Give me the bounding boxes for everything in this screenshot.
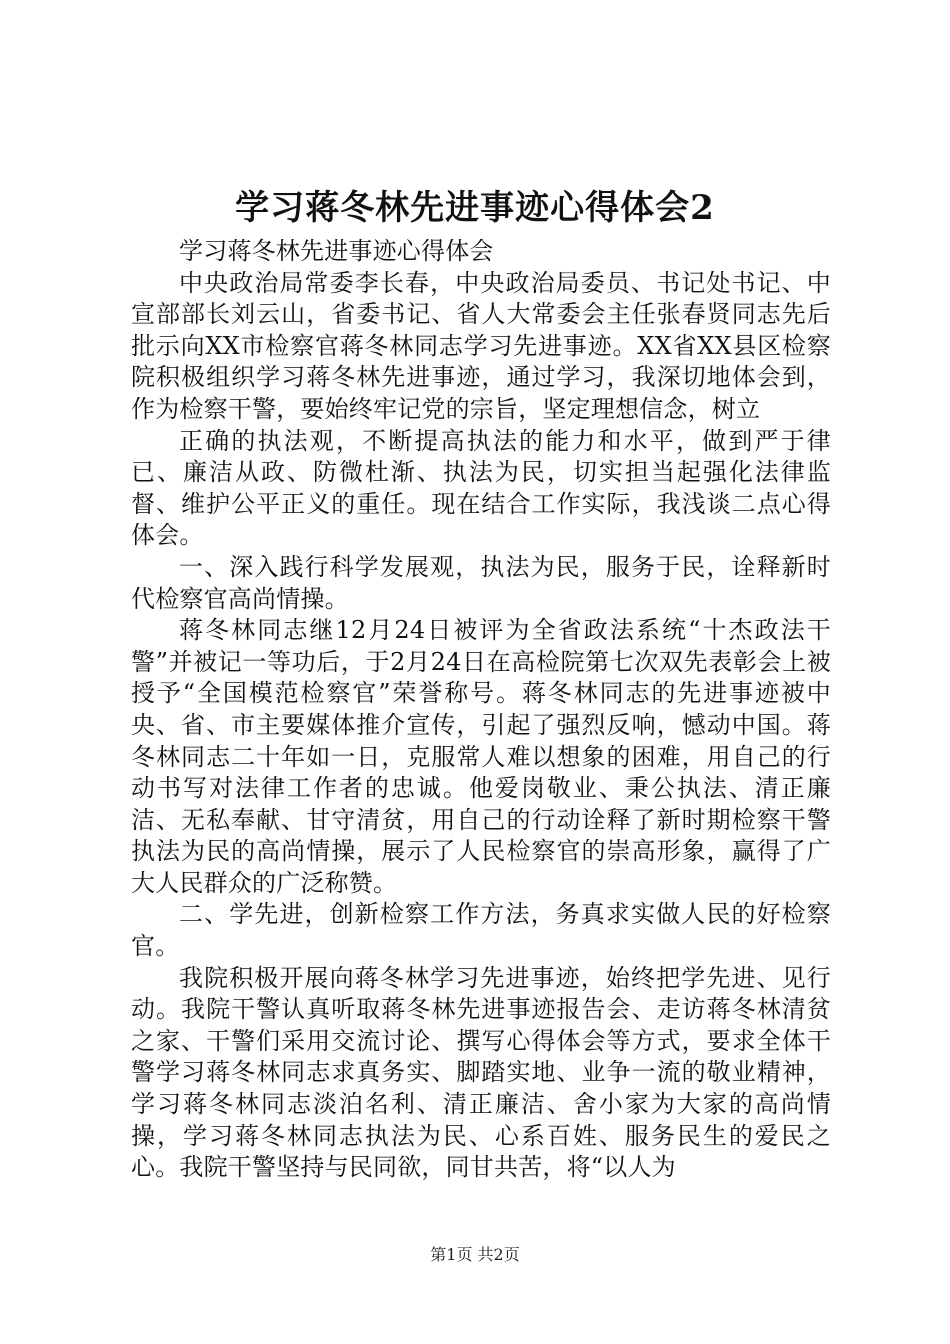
- paragraph: 我院积极开展向蒋冬林学习先进事迹，始终把学先进、见行动。我院干警认真听取蒋冬林先进事迹报告会、走访蒋冬林清贫之家、干警们采用交流讨论、撰写心得体会等方式，要求全体干警学习蒋冬林同志求真务实、脚踏实地、业争一流的敬业精神，学习蒋冬林同志淡泊名利、清正廉洁、舍小家为大家的高尚情操，学习蒋冬林同志执法为民、心系百姓、服务民生的爱民之心。我院干警坚持与民同欲，同甘共苦，将“以人为: [131, 963, 831, 1182]
- document-title: 学习蒋冬林先进事迹心得体会2: [235, 188, 715, 228]
- page-number: 第1页 共2页: [430, 1245, 520, 1264]
- paragraph: 正确的执法观，不断提高执法的能力和水平，做到严于律已、廉洁从政、防微杜渐、执法为民，切实担当起强化法律监督、维护公平正义的重任。现在结合工作实际，我浅谈二点心得体会。: [131, 426, 831, 550]
- section-heading: 二、学先进，创新检察工作方法，务真求实做人民的好检察官。: [131, 900, 831, 961]
- paragraph: 蒋冬林同志继12月24日被评为全省政法系统“十杰政法干警”并被记一等功后，于2月24日在高检院第七次双先表彰会上被授予“全国模范检察官”荣誉称号。蒋冬林同志的先进事迹被中央、省、市主要媒体推介宣传，引起了强烈反响，憾动中国。蒋冬林同志二十年如一日，克服常人难以想象的困难，用自己的行动书写对法律工作者的忠诚。他爱岗敬业、秉公执法、清正廉洁、无私奉献、甘守清贫，用自己的行动诠释了新时期检察干警执法为民的高尚情操，展示了人民检察官的崇高形象，赢得了广大人民群众的广泛称赞。: [131, 616, 831, 897]
- section-heading: 一、深入践行科学发展观，执法为民，服务于民，诠释新时代检察官高尚情操。: [131, 552, 831, 613]
- document-body: [131, 236, 831, 1184]
- paragraph: 中央政治局常委李长春，中央政治局委员、书记处书记、中宣部部长刘云山，省委书记、省人大常委会主任张春贤同志先后批示向XX市检察官蒋冬林同志学习先进事迹。XX省XX县区检察院积极组织学习蒋冬林先进事迹，通过学习，我深切地体会到，作为检察干警，要始终牢记党的宗旨，坚定理想信念，树立: [131, 268, 831, 423]
- paragraph: 学习蒋冬林先进事迹心得体会: [179, 237, 494, 265]
